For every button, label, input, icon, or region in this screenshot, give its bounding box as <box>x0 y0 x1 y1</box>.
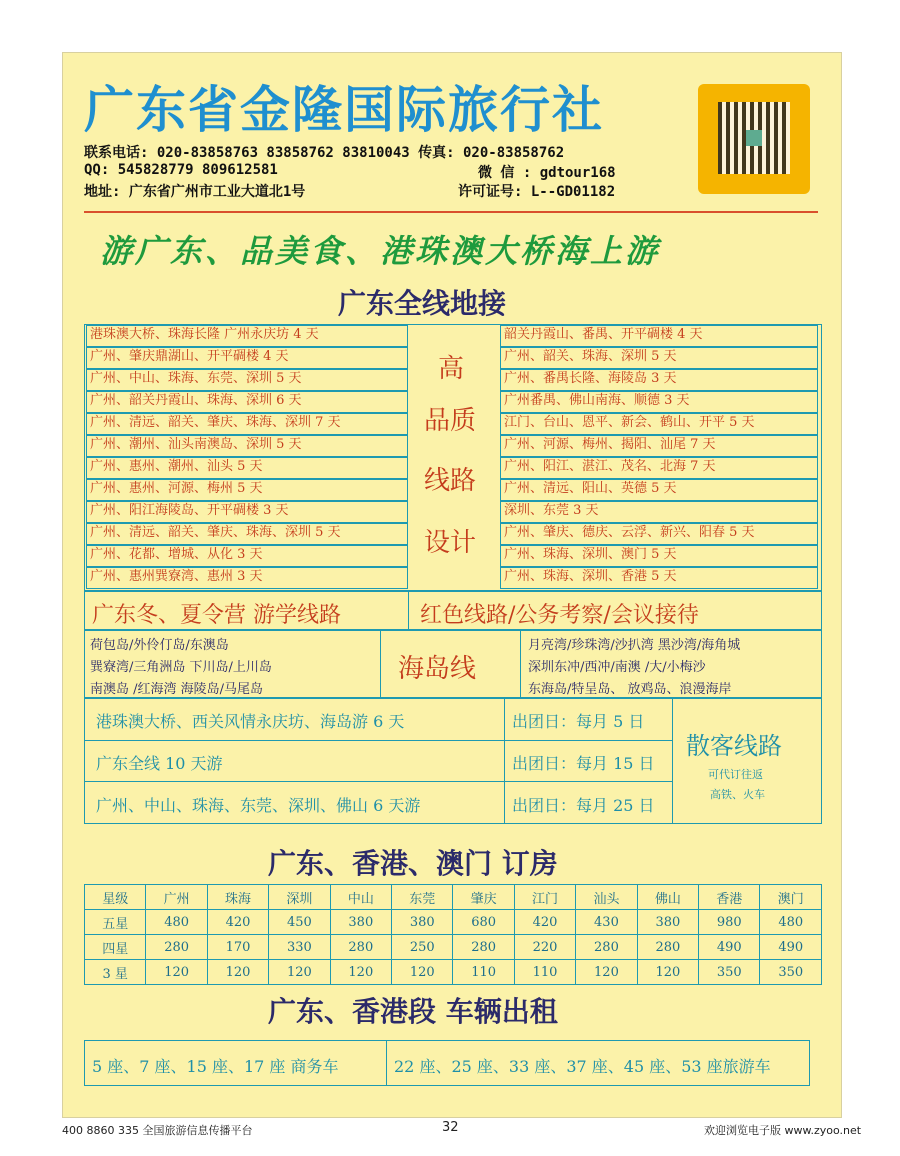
right-route-item: 广州、清远、阳山、英德 5 天 <box>500 479 818 501</box>
hotel-cell: 220 <box>514 935 575 960</box>
island-title: 海岛线 <box>398 654 477 684</box>
island-left-3: 南澳岛 /红海湾 海陵岛/马尾岛 <box>90 682 264 697</box>
left-route-item: 广州、惠州、潮州、汕头 5 天 <box>86 457 408 479</box>
contact-address: 地址: 广东省广州市工业大道北1号 <box>84 184 306 200</box>
hotel-header-cell: 肇庆 <box>453 885 514 910</box>
hotel-cell: 380 <box>392 910 453 935</box>
hotel-cell: 280 <box>330 935 391 960</box>
island-left-2: 巽寮湾/三角洲岛 下川岛/上川岛 <box>90 660 272 675</box>
hotel-cell: 110 <box>453 960 514 985</box>
special-divider <box>408 590 409 630</box>
hotel-cell: 380 <box>330 910 391 935</box>
right-route-item: 广州、珠海、深圳、澳门 5 天 <box>500 545 818 567</box>
left-route-item: 广州、惠州巽寮湾、惠州 3 天 <box>86 567 408 589</box>
scattered-note-2: 高铁、火车 <box>710 788 765 801</box>
right-route-item: 广州、珠海、深圳、香港 5 天 <box>500 567 818 589</box>
hotel-cell: 3 星 <box>85 960 146 985</box>
hotel-header-cell: 星级 <box>85 885 146 910</box>
camp-routes: 广东冬、夏令营 游学线路 <box>92 603 341 628</box>
hotel-cell: 450 <box>269 910 330 935</box>
hotel-cell: 120 <box>392 960 453 985</box>
hotel-cell: 280 <box>146 935 207 960</box>
scattered-divider-1 <box>504 698 505 824</box>
center-word-4: 设计 <box>424 528 477 558</box>
hotel-cell: 420 <box>514 910 575 935</box>
left-route-item: 广州、肇庆鼎湖山、开平碉楼 4 天 <box>86 347 408 369</box>
scattered-route-2: 广东全线 10 天游 <box>96 754 223 773</box>
right-route-item: 深圳、东莞 3 天 <box>500 501 818 523</box>
hotel-cell: 280 <box>453 935 514 960</box>
hotel-cell: 280 <box>576 935 637 960</box>
hotel-header-cell: 佛山 <box>637 885 698 910</box>
left-route-item: 广州、韶关丹霞山、珠海、深圳 6 天 <box>86 391 408 413</box>
hotel-cell: 490 <box>699 935 760 960</box>
hotel-row <box>85 935 822 960</box>
hotel-cell: 680 <box>453 910 514 935</box>
contact-qq: QQ: 545828779 809612581 <box>84 162 278 178</box>
left-route-item: 广州、清远、韶关、肇庆、珠海、深圳 7 天 <box>86 413 408 435</box>
left-route-item: 广州、潮州、汕头南澳岛、深圳 5 天 <box>86 435 408 457</box>
hotel-header-cell: 汕头 <box>576 885 637 910</box>
hotel-cell: 120 <box>269 960 330 985</box>
left-route-item: 广州、中山、珠海、东莞、深圳 5 天 <box>86 369 408 391</box>
scattered-date-3: 出团日：每月 25 日 <box>512 796 655 815</box>
hotel-cell: 380 <box>637 910 698 935</box>
island-left-1: 荷包岛/外伶仃岛/东澳岛 <box>90 638 229 653</box>
rental-divider <box>386 1040 387 1086</box>
slogan: 游广东、品美食、港珠澳大桥海上游 <box>100 232 661 270</box>
right-route-item: 广州、番禺长隆、海陵岛 3 天 <box>500 369 818 391</box>
hotel-header-cell: 香港 <box>699 885 760 910</box>
scattered-note-1: 可代订往返 <box>708 768 763 781</box>
scattered-title: 散客线路 <box>686 732 782 760</box>
hotel-cell: 480 <box>146 910 207 935</box>
rental-tour-buses: 22 座、25 座、33 座、37 座、45 座、53 座旅游车 <box>394 1057 771 1076</box>
contact-phone-line: 联系电话: 020-83858763 83858762 83810043 传真: 020-83858762 <box>84 145 565 161</box>
hotel-header-cell: 深圳 <box>269 885 330 910</box>
center-word-1: 高 <box>438 354 465 384</box>
center-word-2: 品质 <box>424 406 477 436</box>
hotel-header-cell: 广州 <box>146 885 207 910</box>
scattered-route-1: 港珠澳大桥、西关风情永庆坊、海岛游 6 天 <box>96 712 405 731</box>
island-right-1: 月亮湾/珍珠湾/沙扒湾 黑沙湾/海角城 <box>528 638 741 653</box>
footer-website[interactable]: 欢迎浏览电子版 www.zyoo.net <box>704 1124 862 1137</box>
hotel-header-cell: 中山 <box>330 885 391 910</box>
hotel-cell: 480 <box>760 910 822 935</box>
hotel-header-cell: 珠海 <box>207 885 268 910</box>
hotel-cell: 420 <box>207 910 268 935</box>
hotel-cell: 330 <box>269 935 330 960</box>
hotel-cell: 280 <box>637 935 698 960</box>
footer-hotline: 400 8860 335 全国旅游信息传播平台 <box>62 1124 253 1137</box>
hotel-cell: 120 <box>576 960 637 985</box>
hotel-cell: 五星 <box>85 910 146 935</box>
island-right-3: 东海岛/特呈岛、 放鸡岛、浪漫海岸 <box>528 682 732 697</box>
island-right-2: 深圳东冲/西冲/南澳 /大/小梅沙 <box>528 660 706 675</box>
hotel-cell: 350 <box>760 960 822 985</box>
hotel-cell: 110 <box>514 960 575 985</box>
section-title-local-tours: 广东全线地接 <box>338 287 507 320</box>
hotel-cell: 120 <box>146 960 207 985</box>
hotel-cell: 四星 <box>85 935 146 960</box>
scattered-route-3: 广州、中山、珠海、东莞、深圳、佛山 6 天游 <box>96 796 421 815</box>
scattered-date-2: 出团日：每月 15 日 <box>512 754 655 773</box>
right-route-item: 广州、韶关、珠海、深圳 5 天 <box>500 347 818 369</box>
hotel-cell: 120 <box>330 960 391 985</box>
hotel-header-cell: 东莞 <box>392 885 453 910</box>
rental-business-cars: 5 座、7 座、15 座、17 座 商务车 <box>92 1057 339 1076</box>
contact-wechat: 微 信 : gdtour168 <box>478 165 616 181</box>
right-route-item: 韶关丹霞山、番禺、开平碉楼 4 天 <box>500 325 818 347</box>
section-title-rental: 广东、香港段 车辆出租 <box>268 995 558 1028</box>
right-route-item: 广州、河源、梅州、揭阳、汕尾 7 天 <box>500 435 818 457</box>
right-route-item: 广州番禺、佛山南海、顺德 3 天 <box>500 391 818 413</box>
hotel-header-cell: 澳门 <box>760 885 822 910</box>
left-route-item: 广州、清远、韶关、肇庆、珠海、深圳 5 天 <box>86 523 408 545</box>
scattered-row-line-2 <box>84 781 672 782</box>
hotel-header-row <box>85 885 822 910</box>
hotel-cell: 980 <box>699 910 760 935</box>
hotel-cell: 120 <box>207 960 268 985</box>
agency-title: 广东省金隆国际旅行社 <box>84 80 604 139</box>
section-title-hotel: 广东、香港、澳门 订房 <box>268 847 558 880</box>
islands-divider-right <box>520 630 521 698</box>
left-route-item: 广州、惠州、河源、梅州 5 天 <box>86 479 408 501</box>
hotel-cell: 350 <box>699 960 760 985</box>
left-route-item: 广州、阳江海陵岛、开平碉楼 3 天 <box>86 501 408 523</box>
hotel-cell: 120 <box>637 960 698 985</box>
scattered-divider-2 <box>672 698 673 824</box>
qr-code[interactable] <box>698 84 810 194</box>
scattered-row-line-1 <box>84 740 672 741</box>
license-number: 许可证号: L--GD01182 <box>458 184 616 200</box>
left-route-item: 广州、花都、增城、从化 3 天 <box>86 545 408 567</box>
hotel-cell: 490 <box>760 935 822 960</box>
hotel-cell: 250 <box>392 935 453 960</box>
page-number: 32 <box>442 1120 459 1135</box>
hotel-row <box>85 910 822 935</box>
right-route-item: 江门、台山、恩平、新会、鹤山、开平 5 天 <box>500 413 818 435</box>
red-routes: 红色线路/公务考察/会议接待 <box>420 603 699 628</box>
right-route-item: 广州、肇庆、德庆、云浮、新兴、阳春 5 天 <box>500 523 818 545</box>
center-word-3: 线路 <box>424 466 477 496</box>
islands-divider-left <box>380 630 381 698</box>
scattered-date-1: 出团日：每月 5 日 <box>512 712 645 731</box>
hotel-header-cell: 江门 <box>514 885 575 910</box>
hotel-cell: 170 <box>207 935 268 960</box>
divider <box>84 211 818 213</box>
hotel-price-table <box>84 884 822 985</box>
hotel-row <box>85 960 822 985</box>
left-route-item: 港珠澳大桥、珠海长隆 广州永庆坊 4 天 <box>86 325 408 347</box>
hotel-cell: 430 <box>576 910 637 935</box>
right-route-item: 广州、阳江、湛江、茂名、北海 7 天 <box>500 457 818 479</box>
